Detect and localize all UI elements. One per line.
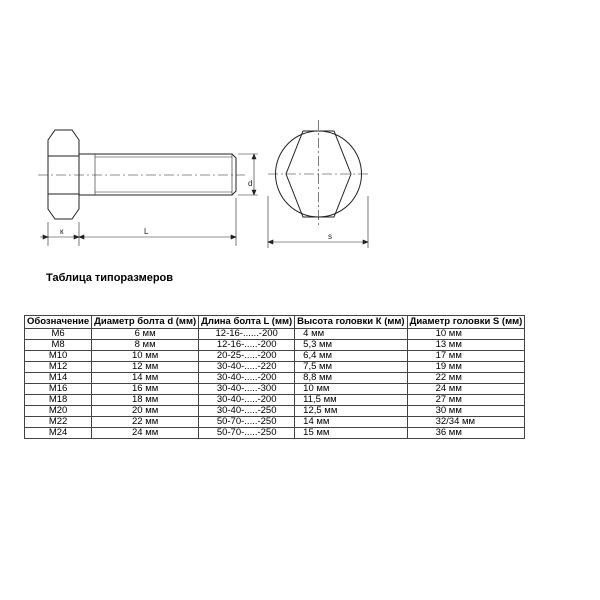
table-row [25, 395, 525, 406]
cell-head-height: 7,5 мм [295, 362, 407, 373]
table-caption: Таблица типоразмеров [46, 272, 174, 284]
label-k: к [60, 227, 64, 236]
cell-length: 30-40-.....-250 [199, 406, 295, 417]
cell-diameter: 24 мм [92, 428, 199, 439]
cell-length: 50-70-.....-250 [199, 417, 295, 428]
cell-head-diameter: 22 мм [407, 373, 525, 384]
table-row [25, 406, 525, 417]
cell-head-height: 14 мм [295, 417, 407, 428]
cell-head-height: 4 мм [295, 329, 407, 340]
cell-head-diameter: 19 мм [407, 362, 525, 373]
cell-diameter: 18 мм [92, 395, 199, 406]
cell-head-height: 6,4 мм [295, 351, 407, 362]
cell-length: 12-16-.....-200 [199, 340, 295, 351]
cell-head-diameter: 30 мм [407, 406, 525, 417]
cell-designation: М18 [25, 395, 92, 406]
table-row [25, 340, 525, 351]
bolt-shank [79, 154, 236, 195]
bolt-head-side [48, 130, 79, 219]
table-header-row [25, 316, 525, 329]
bolt-drawing [0, 0, 600, 260]
cell-head-height: 11,5 мм [295, 395, 407, 406]
cell-designation: М14 [25, 373, 92, 384]
cell-designation: М24 [25, 428, 92, 439]
cell-head-diameter: 24 мм [407, 384, 525, 395]
table-row [25, 362, 525, 373]
cell-length: 30-40-.....-220 [199, 362, 295, 373]
cell-designation: М12 [25, 362, 92, 373]
cell-length: 20-25-.....-200 [199, 351, 295, 362]
table-row [25, 428, 525, 439]
size-table [24, 315, 525, 439]
cell-length: 30-40-.....-200 [199, 373, 295, 384]
cell-diameter: 12 мм [92, 362, 199, 373]
cell-head-diameter: 32/34 мм [407, 417, 525, 428]
header-head-height: Высота головки К (мм) [295, 316, 407, 329]
table-row [25, 351, 525, 362]
cell-diameter: 16 мм [92, 384, 199, 395]
header-designation: Обозначение [25, 316, 92, 329]
cell-head-height: 15 мм [295, 428, 407, 439]
label-d: d [248, 179, 253, 188]
dimension-l [40, 198, 236, 246]
cell-head-diameter: 36 мм [407, 428, 525, 439]
cell-diameter: 20 мм [92, 406, 199, 417]
table-row [25, 329, 525, 340]
cell-head-diameter: 17 мм [407, 351, 525, 362]
header-bolt-length: Длина болта L (мм) [199, 316, 295, 329]
cell-diameter: 22 мм [92, 417, 199, 428]
cell-designation: М8 [25, 340, 92, 351]
cell-head-height: 8,8 мм [295, 373, 407, 384]
cell-head-diameter: 13 мм [407, 340, 525, 351]
cell-diameter: 6 мм [92, 329, 199, 340]
cell-designation: М16 [25, 384, 92, 395]
table-row [25, 373, 525, 384]
cell-head-diameter: 27 мм [407, 395, 525, 406]
cell-designation: М22 [25, 417, 92, 428]
dimension-s [268, 196, 368, 248]
cell-designation: М6 [25, 329, 92, 340]
label-s: s [328, 232, 332, 241]
cell-length: 50-70-.....-250 [199, 428, 295, 439]
cell-head-height: 12,5 мм [295, 406, 407, 417]
dimension-d [238, 154, 258, 195]
cell-length: 30-40-.....-300 [199, 384, 295, 395]
cell-head-diameter: 10 мм [407, 329, 525, 340]
table-row [25, 417, 525, 428]
cell-length: 30-40-.....-200 [199, 395, 295, 406]
bolt-side-view [48, 130, 236, 219]
cell-designation: М10 [25, 351, 92, 362]
cell-diameter: 10 мм [92, 351, 199, 362]
cell-designation: М20 [25, 406, 92, 417]
header-bolt-diameter: Диаметр болта d (мм) [92, 316, 199, 329]
label-l: L [144, 227, 149, 236]
cell-diameter: 14 мм [92, 373, 199, 384]
table-row [25, 384, 525, 395]
cell-length: 12-16-......-200 [199, 329, 295, 340]
cell-head-height: 10 мм [295, 384, 407, 395]
header-head-diameter: Диаметр головки S (мм) [407, 316, 525, 329]
cell-diameter: 8 мм [92, 340, 199, 351]
cell-head-height: 5,3 мм [295, 340, 407, 351]
